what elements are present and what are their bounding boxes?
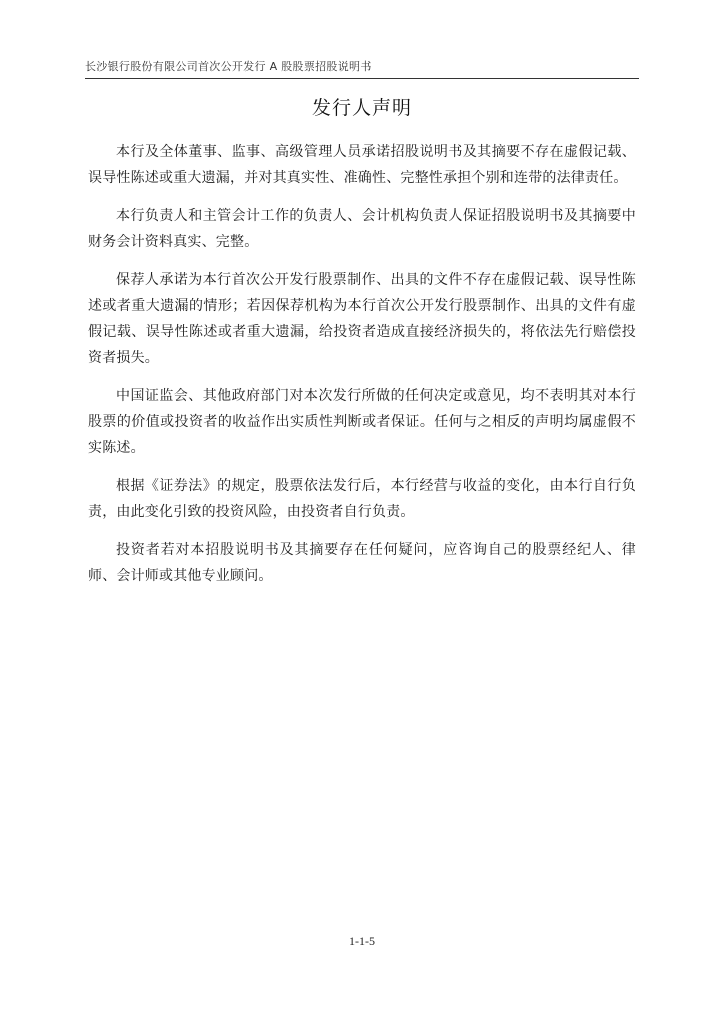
paragraph-4: 中国证监会、其他政府部门对本次发行所做的任何决定或意见，均不表明其对本行股票的价值或投资者的收益作出实质性判断或者保证。任何与之相反的声明均属虚假不实陈述。 xyxy=(88,388,636,456)
document-body xyxy=(88,139,636,601)
paragraph-3: 保荐人承诺为本行首次公开发行股票制作、出具的文件不存在虚假记载、误导性陈述或者重大遗漏的情形；若因保荐机构为本行首次公开发行股票制作、出具的文件有虚假记载、误导性陈述或者重大遗漏，给投资者造成直接经济损失的，将依法先行赔偿投资者损失。 xyxy=(88,272,636,366)
paragraph-6: 投资者若对本招股说明书及其摘要存在任何疑问，应咨询自己的股票经纪人、律师、会计师或其他专业顾问。 xyxy=(88,542,636,584)
page-number: 1-1-5 xyxy=(349,934,375,948)
paragraph-2: 本行负责人和主管会计工作的负责人、会计机构负责人保证招股说明书及其摘要中财务会计资料真实、完整。 xyxy=(88,208,636,250)
paragraph-1: 本行及全体董事、监事、高级管理人员承诺招股说明书及其摘要不存在虚假记载、误导性陈述或重大遗漏，并对其真实性、准确性、完整性承担个别和连带的法律责任。 xyxy=(88,144,636,186)
page-header xyxy=(85,54,639,79)
paragraph-5: 根据《证券法》的规定，股票依法发行后，本行经营与收益的变化，由本行自行负责，由此变化引致的投资风险，由投资者自行负责。 xyxy=(88,478,636,520)
page-title: 发行人声明 xyxy=(311,97,412,119)
header-text: 长沙银行股份有限公司首次公开发行 A 股股票招股说明书 xyxy=(85,60,372,73)
